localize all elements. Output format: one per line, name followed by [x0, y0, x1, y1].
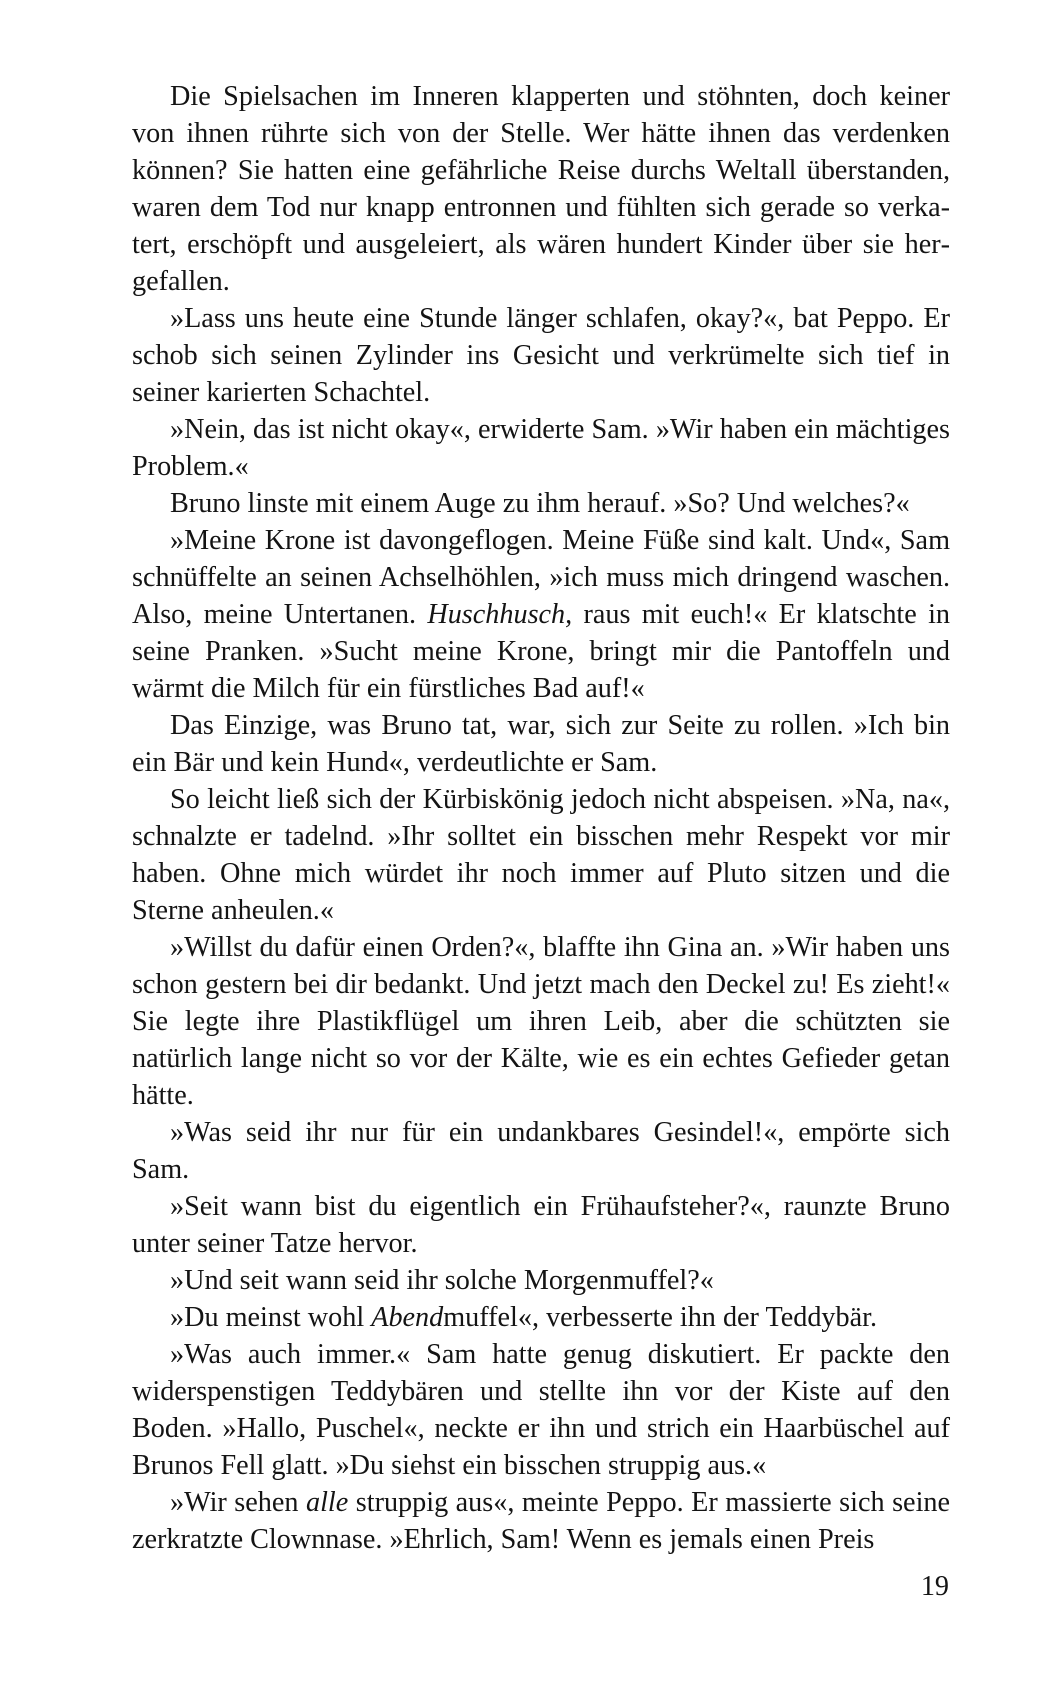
paragraph-6: [132, 707, 950, 781]
paragraph-2: [132, 300, 950, 411]
text-run: »Und seit wann seid ihr solche Morgenmuffel?«: [170, 1265, 714, 1296]
text-run: »Willst du dafür einen Orden?«, blaffte ihn Gina an. »Wir haben uns schon gestern bei dir bedankt. Und jetzt mach den Deckel zu! Es zieht!« Sie legte ihre Plastikflügel um ihren Leib, aber die schützten sie natürlich lange nicht so vor der Kälte, wie es ein echtes Gefieder getan hätte.: [132, 932, 950, 1111]
paragraph-1: [132, 78, 950, 300]
text-run: Das Einzige, was Bruno tat, war, sich zur Seite zu rollen. »Ich bin ein Bär und kein Hund«, verdeutlichte er Sam.: [132, 710, 950, 778]
text-run: »Wir sehen: [170, 1487, 306, 1518]
paragraph-11: [132, 1262, 950, 1299]
paragraph-4: [132, 485, 950, 522]
text-run: raus mit euch!« Er klatschte in seine Pranken. »Sucht meine Krone, bringt mir die Pantoffeln und wärmt die Milch für ein fürstliches Bad auf!«: [132, 599, 950, 704]
page-number: 19: [920, 1571, 949, 1602]
italic-run: Abend: [371, 1302, 444, 1333]
body-text: [132, 78, 950, 1558]
text-run: »Nein, das ist nicht okay«, erwiderte Sam. »Wir haben ein mächtiges Problem.«: [132, 414, 950, 482]
text-run: »Lass uns heute eine Stunde länger schlafen, okay?«, bat Peppo. Er schob sich seinen Zylinder ins Gesicht und verkrümelte sich tief in seiner karierten Schachtel.: [132, 303, 950, 408]
paragraph-10: [132, 1188, 950, 1262]
text-run: »Was seid ihr nur für ein undankbares Gesindel!«, empörte sich Sam.: [132, 1117, 950, 1185]
text-run: Die Spielsachen im Inneren klapperten und stöhnten, doch keiner von ihnen rührte sich von der Stelle. Wer hätte ihnen das verdenken können? Sie hatten eine gefährliche Reise durchs Weltall überstanden, waren dem Tod nur knapp entronnen und fühlten sich gerade so verkatert, erschöpft und ausgeleiert, als wären hundert Kinder über sie hergefallen.: [132, 81, 950, 297]
paragraph-14: [132, 1484, 950, 1558]
text-run: So leicht ließ sich der Kürbiskönig jedoch nicht abspeisen. »Na, na«, schnalzte er tadelnd. »Ihr solltet ein bisschen mehr Respekt vor mir haben. Ohne mich würdet ihr noch immer auf Pluto sitzen und die Sterne anheulen.«: [132, 784, 950, 926]
paragraph-3: [132, 411, 950, 485]
text-run: »Was auch immer.« Sam hatte genug diskutiert. Er packte den widerspenstigen Teddybären und stellte ihn vor der Kiste auf den Boden. »Hallo, Puschel«, neckte er ihn und strich ein Haarbüschel auf Brunos Fell glatt. »Du siehst ein bisschen struppig aus.«: [132, 1339, 950, 1481]
paragraph-9: [132, 1114, 950, 1188]
text-run: »Meine Krone ist davongeflogen. Meine Füße sind kalt. Und«, Sam schnüffelte an seinen Achselhöhlen, »ich muss mich dringend waschen. Also, meine Untertanen.: [132, 525, 950, 630]
paragraph-8: [132, 929, 950, 1114]
text-run: struppig aus«, meinte Peppo. Er massierte sich seine zerkratzte Clownnase. »Ehrlich, Sam! Wenn es jemals einen Preis: [132, 1487, 951, 1555]
italic-run: Huschhusch,: [427, 599, 573, 630]
text-run: muffel«, verbesserte ihn der Teddybär.: [443, 1302, 878, 1333]
text-run: »Seit wann bist du eigentlich ein Frühaufsteher?«, raunzte Bruno unter seiner Tatze hervor.: [132, 1191, 950, 1259]
text-run: Bruno linste mit einem Auge zu ihm herauf. »So? Und welches?«: [170, 488, 910, 519]
italic-run: alle: [305, 1487, 349, 1518]
paragraph-12: [132, 1299, 950, 1336]
paragraph-5: [132, 522, 950, 707]
paragraph-13: [132, 1336, 950, 1484]
paragraph-7: [132, 781, 950, 929]
text-run: »Du meinst wohl: [170, 1302, 372, 1333]
